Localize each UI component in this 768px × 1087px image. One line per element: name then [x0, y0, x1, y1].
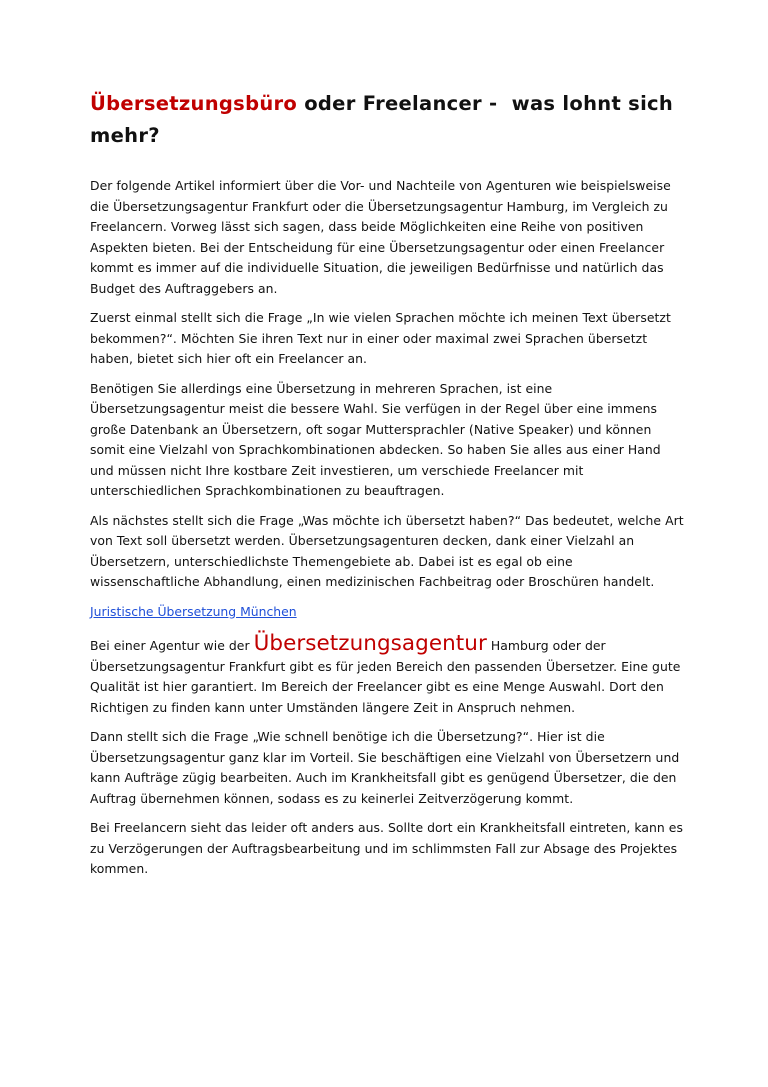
title-part-two: was lohnt sich mehr?	[90, 92, 674, 147]
languages-question-paragraph: Zuerst einmal stellt sich die Frage „In wie vielen Sprachen möchte ich meinen Text übersetzt bekommen?“. Möchten Sie ihren Text nur in einer oder maximal zwei Sprachen übersetzt haben, bietet sich hier oft ein Freelancer an.	[90, 310, 671, 366]
multilingual-paragraph: Benötigen Sie allerdings eine Übersetzung in mehreren Sprachen, ist eine Übersetzungsagentur meist die bessere Wahl. Sie verfügen in der Regel über eine immens große Datenbank an Übersetzern, oft sogar Muttersprachler (Native Speaker) und können somit eine Vielzahl von Sprachkombinationen abdecken. So haben Sie alles aus einer Hand und müssen nicht Ihre kostbare Zeit investieren, um verschiede Freelancer mit unterschiedlichen Sprachkombinationen zu beauftragen.	[90, 380, 661, 498]
intro-paragraph: Der folgende Artikel informiert über die Vor- und Nachteile von Agenturen wie beispielsweise die Übersetzungsagentur Frankfurt oder die Übersetzungsagentur Hamburg, im Vergleich zu Freelancern. Vorweg lässt sich sagen, dass beide Möglichkeiten eine Reihe von positiven Aspekten bieten. Bei der Entscheidung für eine Übersetzungsagentur oder einen Freelancer kommt es immer auf die individuelle Situation, die jeweiligen Bedürfnisse und natürlich das Budget des Auftraggebers an.	[90, 178, 671, 296]
title-accent: Übersetzungsbüro	[90, 92, 298, 115]
agency-paragraph	[90, 631, 686, 718]
document-title	[90, 88, 686, 152]
title-gap	[497, 92, 511, 115]
juristic-translation-link[interactable]: Juristische Übersetzung München	[90, 603, 297, 619]
agency-highlight: Übersetzungsagentur	[253, 631, 487, 656]
text-type-paragraph: Als nächstes stellt sich die Frage „Was möchte ich übersetzt haben?“ Das bedeutet, welche Art von Text soll übersetzt werden. Übersetzungsagenturen decken, dank einer Vielzahl an Übersetzern, unterschiedlichste Themengebiete ab. Dabei ist es egal ob eine wissenschaftliche Abhandlung, einen medizinischen Fachbeitrag oder Broschüren handelt.	[90, 512, 684, 589]
speed-question-paragraph: Dann stellt sich die Frage „Wie schnell benötige ich die Übersetzung?“. Hier ist die Übersetzungsagentur ganz klar im Vorteil. Sie beschäftigen eine Vielzahl von Übersetzern und kann Aufträge zügig bearbeiten. Auch im Krankheitsfall gibt es genügend Übersetzer, die den Auftrag übernehmen können, sodass es zu keinerlei Zeitverzögerung kommt.	[90, 729, 680, 806]
agency-lead-text: Bei einer Agentur wie der	[90, 638, 254, 653]
document-body	[90, 88, 686, 889]
title-part-one: oder Freelancer -	[297, 92, 498, 115]
agency-rest-text: Hamburg oder der Übersetzungsagentur Frankfurt gibt es für jeden Bereich den passenden Übersetzer. Eine gute Qualität ist hier garantiert. Im Bereich der Freelancer gibt es eine Menge Auswahl. Dort den Richtigen zu finden kann unter Umständen längere Zeit in Anspruch nehmen.	[90, 638, 681, 715]
link-paragraph	[90, 602, 686, 623]
freelancer-risk-paragraph: Bei Freelancern sieht das leider oft anders aus. Sollte dort ein Krankheitsfall eintreten, kann es zu Verzögerungen der Auftragsbearbeitung und im schlimmsten Fall zur Absage des Projektes kommen.	[90, 820, 683, 876]
